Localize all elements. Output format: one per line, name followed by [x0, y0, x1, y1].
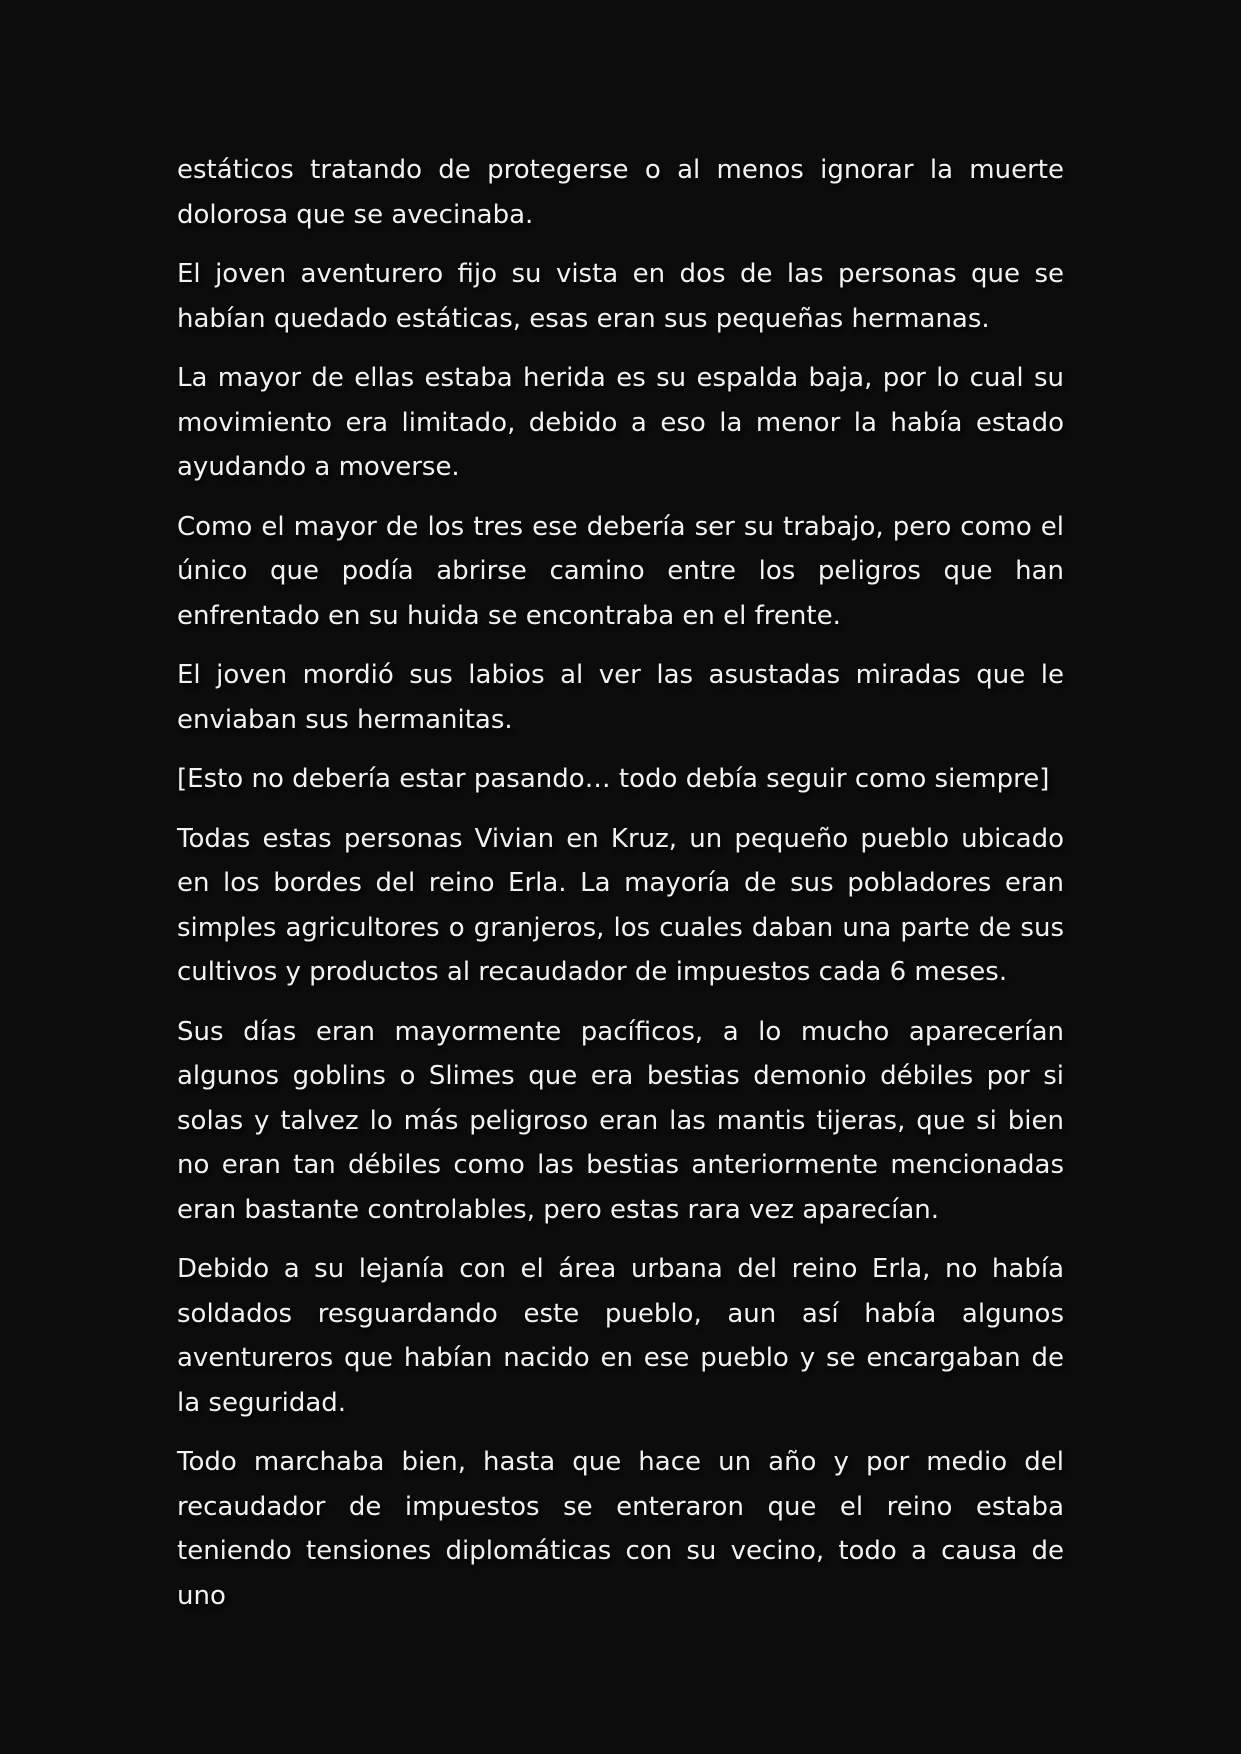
paragraph-5: El joven mordió sus labios al ver las asustadas miradas que le enviaban sus hermanitas.: [177, 660, 1064, 735]
paragraph-8: Sus días eran mayormente pacíficos, a lo mucho aparecerían algunos goblins o Slimes que era bestias demonio débiles por si solas y talvez lo más peligroso eran las mantis tijeras, que si bien no eran tan débiles como las bestias anteriormente mencionadas eran bastante controlables, pero estas rara vez aparecían.: [177, 1016, 1064, 1225]
paragraph-7: Todas estas personas Vivian en Kruz, un pequeño pueblo ubicado en los bordes del reino Erla. La mayoría de sus pobladores eran simples agricultores o granjeros, los cuales daban una parte de sus cultivos y productos al recaudador de impuestos cada 6 meses.: [177, 823, 1064, 987]
story-text: [177, 148, 1064, 1633]
paragraph-1: estáticos tratando de protegerse o al menos ignorar la muerte dolorosa que se avecinaba.: [177, 155, 1064, 230]
paragraph-9: Debido a su lejanía con el área urbana del reino Erla, no había soldados resguardando este pueblo, aun así había algunos aventureros que habían nacido en ese pueblo y se encargaban de la seguridad.: [177, 1254, 1064, 1418]
paragraph-3: La mayor de ellas estaba herida es su espalda baja, por lo cual su movimiento era limitado, debido a eso la menor la había estado ayudando a moverse.: [177, 363, 1064, 482]
paragraph-6: [Esto no debería estar pasando… todo debía seguir como siempre]: [177, 764, 1050, 794]
paragraph-2: El joven aventurero fijo su vista en dos de las personas que se habían quedado estáticas, esas eran sus pequeñas hermanas.: [177, 259, 1064, 334]
paragraph-4: Como el mayor de los tres ese debería ser su trabajo, pero como el único que podía abrirse camino entre los peligros que han enfrentado en su huida se encontraba en el frente.: [177, 511, 1064, 631]
paragraph-10: Todo marchaba bien, hasta que hace un año y por medio del recaudador de impuestos se enteraron que el reino estaba teniendo tensiones diplomáticas con su vecino, todo a causa de uno: [177, 1447, 1064, 1611]
